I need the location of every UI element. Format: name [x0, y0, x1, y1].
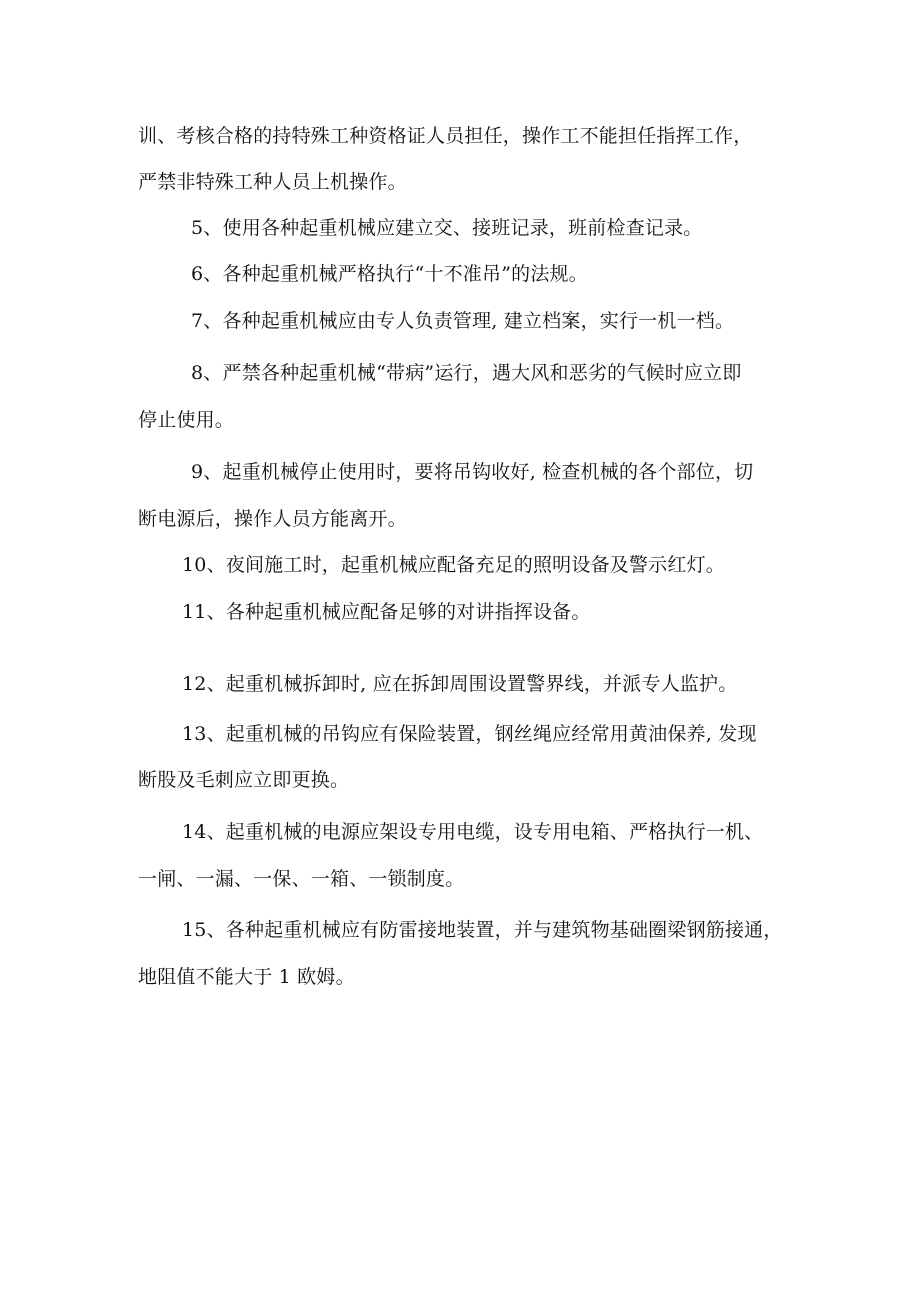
text-line: 14、起重机械的电源应架设专用电缆，设专用电箱、严格执行一机、	[182, 821, 764, 843]
text-line: 12、起重机械拆卸时, 应在拆卸周围设置警界线，并派专人监护。	[182, 673, 738, 695]
text-line: 15、各种起重机械应有防雷接地装置，并与建筑物基础圈梁钢筋接通，	[182, 919, 783, 941]
text-line: 断电源后，操作人员方能离开。	[138, 508, 407, 530]
text-line: 9、起重机械停止使用时，要将吊钩收好, 检查机械的各个部位，切	[191, 461, 754, 483]
text-line: 停止使用。	[138, 409, 235, 431]
text-line: 训、考核合格的持特殊工种资格证人员担任，操作工不能担任指挥工作，	[138, 125, 753, 147]
text-line: 7、各种起重机械应由专人负责管理, 建立档案，实行一机一档。	[191, 310, 735, 332]
text-line: 一闸、一漏、一保、一箱、一锁制度。	[138, 868, 465, 890]
text-line: 5、使用各种起重机械应建立交、接班记录，班前检查记录。	[191, 217, 703, 239]
text-line: 断股及毛刺应立即更换。	[138, 769, 350, 791]
text-line: 地阻值不能大于 1 欧姆。	[138, 966, 355, 988]
text-line: 10、夜间施工时，起重机械应配备充足的照明设备及警示红灯。	[182, 554, 725, 576]
text-line: 13、起重机械的吊钩应有保险装置，钢丝绳应经常用黄油保养, 发现	[182, 723, 757, 745]
text-line: 6、各种起重机械严格执行“十不准吊”的法规。	[191, 263, 588, 285]
text-line: 8、严禁各种起重机械“带病”运行，遇大风和恶劣的气候时应立即	[191, 362, 742, 384]
text-line: 11、各种起重机械应配备足够的对讲指挥设备。	[182, 601, 591, 623]
text-line: 严禁非特殊工种人员上机操作。	[138, 171, 407, 193]
